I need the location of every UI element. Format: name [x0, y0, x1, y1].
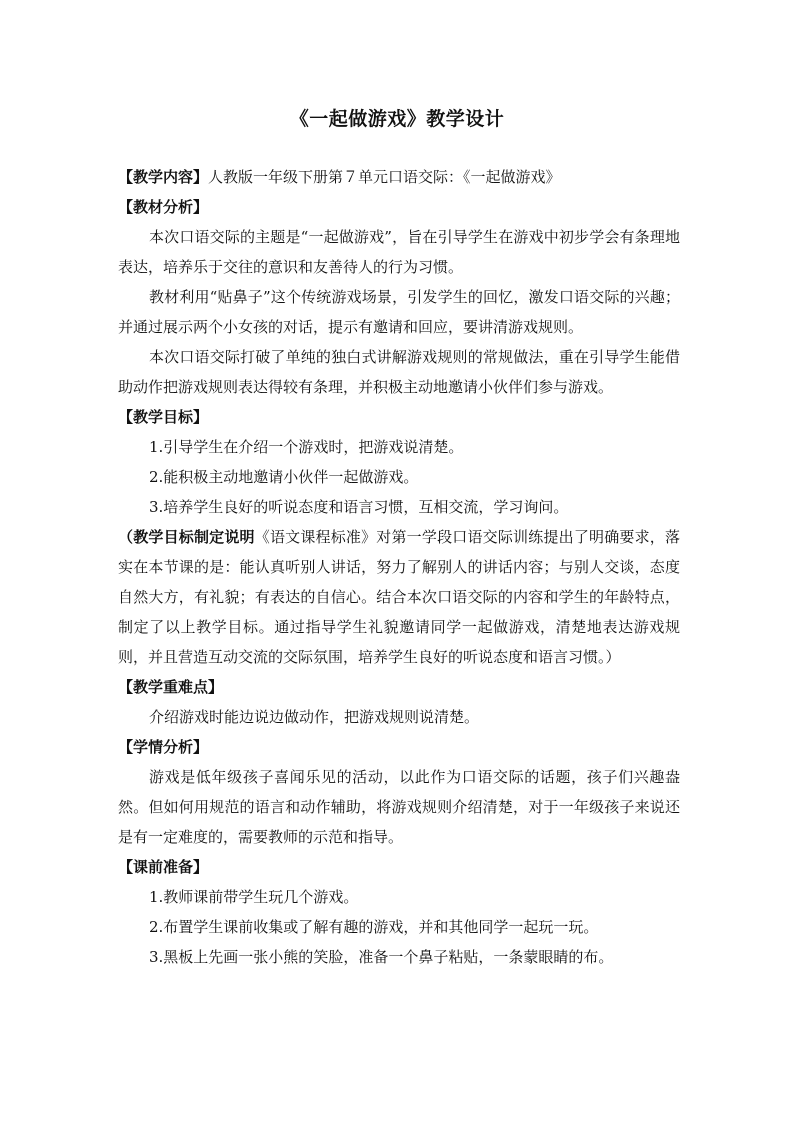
- teaching-content-text: 人教版一年级下册第７单元口语交际：《一起做游戏》: [208, 168, 561, 186]
- teaching-content-line: [118, 162, 680, 192]
- analysis-paragraph: 教材利用“贴鼻子”这个传统游戏场景，引发学生的回忆，激发口语交际的兴趣；并通过展示两个小女孩的对话，提示有邀请和回应，要讲清游戏规则。: [118, 288, 680, 336]
- preparation-heading: 【课前准备】: [118, 858, 209, 876]
- key-points-heading: 【教学重难点】: [118, 678, 224, 696]
- preparation-item: 2.布置学生课前收集或了解有趣的游戏，并和其他同学一起玩一玩。: [149, 918, 599, 936]
- goal-item: 2.能积极主动地邀请小伙伴一起做游戏。: [149, 468, 419, 486]
- key-points-text: 介绍游戏时能边说边做动作，把游戏规则说清楚。: [149, 708, 480, 726]
- goals-note-paragraph: [118, 522, 680, 672]
- analysis-paragraph: 本次口语交际打破了单纯的独白式讲解游戏规则的常规做法，重在引导学生能借助动作把游戏规则表达得较有条理，并积极主动地邀请小伙伴们参与游戏。: [118, 348, 680, 396]
- goals-note-label: （教学目标制定说明: [118, 528, 255, 546]
- learner-analysis-heading: 【学情分析】: [118, 738, 209, 756]
- goal-item: 3.培养学生良好的听说态度和语言习惯，互相交流，学习询问。: [149, 498, 569, 516]
- preparation-item: 1.教师课前带学生玩几个游戏。: [149, 888, 359, 906]
- textbook-analysis-heading: 【教材分析】: [118, 198, 209, 216]
- learner-analysis-text: 游戏是低年级孩子喜闻乐见的活动，以此作为口语交际的话题，孩子们兴趣盎然。但如何用规范的语言和动作辅助，将游戏规则介绍清楚，对于一年级孩子来说还是有一定难度的，需要教师的示范和指导。: [118, 768, 680, 846]
- teaching-goals-heading: 【教学目标】: [118, 408, 209, 426]
- document-body: [118, 162, 680, 972]
- preparation-item: 3.黑板上先画一张小熊的笑脸，准备一个鼻子粘贴，一条蒙眼睛的布。: [149, 948, 614, 966]
- document-title: 《一起做游戏》教学设计: [289, 108, 505, 130]
- teaching-content-heading: 【教学内容】: [118, 168, 209, 186]
- analysis-paragraph: 本次口语交际的主题是“一起做游戏”，旨在引导学生在游戏中初步学会有条理地表达，培养乐于交往的意识和友善待人的行为习惯。: [118, 228, 680, 276]
- goal-item: 1.引导学生在介绍一个游戏时，把游戏说清楚。: [149, 438, 464, 456]
- goals-note-text: 《语文课程标准》对第一学段口语交际训练提出了明确要求，落实在本节课的是：能认真听别人讲话，努力了解别人的讲话内容；与别人交谈，态度自然大方，有礼貌；有表达的自信心。结合本次口语交际的内容和学生的年龄特点，制定了以上教学目标。通过指导学生礼貌邀请同学一起做游戏，清楚地表达游戏规则，并且营造互动交流的交际氛围，培养学生良好的听说态度和语言习惯。）: [118, 528, 680, 666]
